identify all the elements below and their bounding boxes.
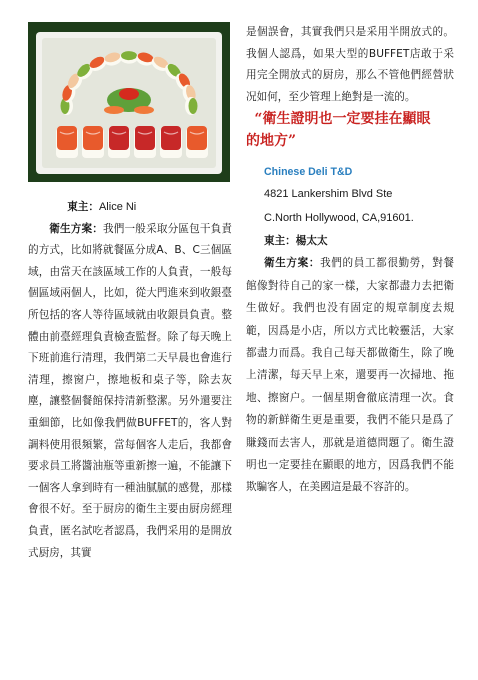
- hygiene-label-2: 衛生方案：: [264, 257, 321, 270]
- hygiene-label-1: 衛生方案：: [49, 222, 104, 235]
- owner-line-1: 東主：Alice Ni: [67, 201, 137, 213]
- hygiene-paragraph-1: [28, 219, 232, 565]
- left-column: [28, 197, 232, 564]
- headline-line-1: “衛生證明也一定要挂在顯眼: [254, 111, 431, 128]
- headline-line-2: 的地方”: [246, 133, 297, 150]
- shrimp-left: [104, 106, 124, 114]
- owner-name-2: 楊太太: [295, 235, 328, 248]
- fish-slice: [83, 126, 103, 150]
- nigiri-piece: [120, 51, 138, 64]
- owner-name-1: Alice Ni: [98, 201, 137, 213]
- right-column: [246, 22, 454, 499]
- owner-line-2: 東主：楊太太: [264, 235, 328, 248]
- fish-slice: [161, 126, 181, 150]
- fish-slice: [109, 126, 129, 150]
- fish-slice: [187, 126, 207, 150]
- hygiene-text-2: 我們的員工都很勤勞，對餐館像對待自己的家一樣，大家都盡力去把衛生做好。我們也没有固定的規章制度去規範，因爲是小店，所以方式比較靈活，大家都盡力而爲。我自己每天都做衛生，除了晚上清潔，每天早上來，還要再一次掃地、拖地、擦窗户。一個星期會徹底清理一次。食物的新鮮衛生更是重要，我們不能只是爲了賺錢而去害人，那就是道德問題了。衛生證明也一定要挂在顯眼的地方，因爲我們不能欺騙客人，在美國這是最不容許的。: [246, 257, 455, 494]
- hygiene-text-1: 我們一般采取分區包干負責的方式，比如將就餐區分成A、B、C三個區域，由當天在該區域工作的人負責，一般每個區域兩個人，比如，從大門進來到收銀臺所包括的客人等待區域就由收銀員負責。整體由前臺經理負責檢查監督。除了每天晚上下班前進行清理，我們第二天早晨也會進行清理，擦窗户，擦地板和桌子等，除去灰塵，讓整個餐館保持清新整潔。另外還要注重細節，比如像我們做BUFFET的，客人對調料使用很頻繁，當每個客人走后，我都會要求員工將醬油瓶等重新擦一遍，不能讓下一個客人拿到時有一種油膩膩的感覺，那樣會很不好。至于厨房的衛生主要由厨房經理負責，匿名試吃者認爲，我們采用的是開放式厨房，其實: [28, 222, 233, 559]
- address-line-1: 4821 Lankershim Blvd Ste: [264, 188, 393, 201]
- sushi-platter-image: [28, 22, 230, 182]
- hygiene-paragraph-2: [246, 252, 454, 498]
- fish-slice: [135, 126, 155, 150]
- continued-paragraph: 是個誤會，其實我們只是采用半開放式的。我個人認爲，如果大型的BUFFET店敢于采用完全開放式的厨房，那么不管他們經營狀况如何，至少管理上絶對是一流的。: [246, 26, 454, 103]
- sushi-platter-photo: [28, 22, 230, 182]
- fish-slice: [57, 126, 77, 150]
- address-line-2: C.North Hollywood, CA,91601.: [264, 212, 414, 225]
- roe-garnish: [119, 88, 139, 100]
- shrimp-right: [134, 106, 154, 114]
- business-name: Chinese Deli T&D: [264, 166, 353, 179]
- nigiri-piece: [185, 97, 198, 115]
